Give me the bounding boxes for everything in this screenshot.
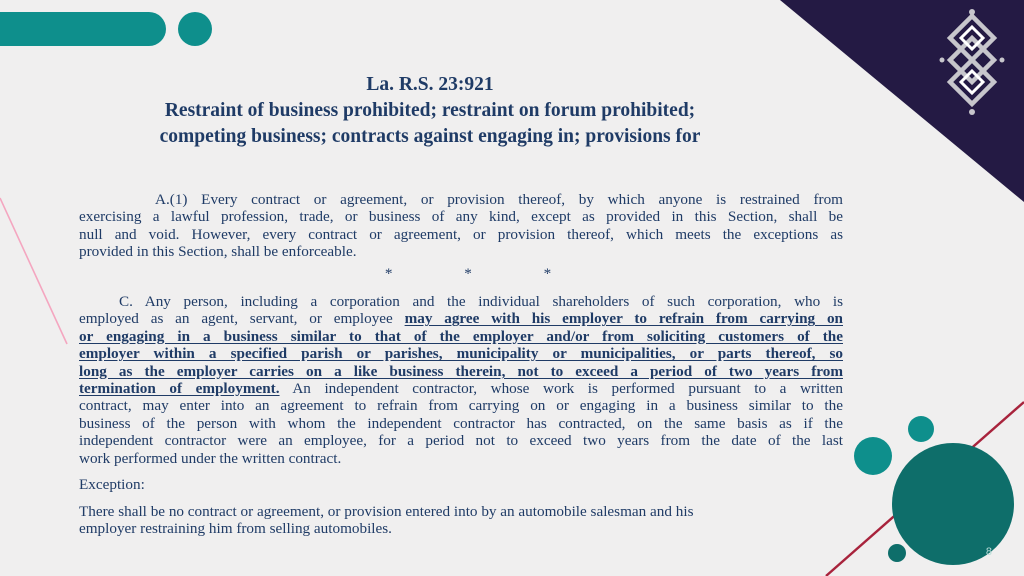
- slide-title: [60, 72, 800, 150]
- underlined-clause: employer within a specified parish or parishes, municipality or municipalities, or parts thereof, so: [79, 345, 843, 363]
- underlined-clause: termination of employment.: [79, 380, 280, 398]
- section-c-line: business of the person with whom the independent contractor has contracted, on the same basis as if the: [79, 414, 843, 432]
- section-separator: * * *: [384, 264, 552, 282]
- teal-dot-shape: [178, 12, 212, 46]
- small-teal-circle: [908, 416, 934, 442]
- section-a-line: null and void. However, every contract or agreement, or provision thereof, which meets the exceptions as: [79, 225, 843, 243]
- tiny-teal-circle: [888, 544, 906, 562]
- exception-text-line: There shall be no contract or agreement, or provision entered into by an automobile salesman and his: [79, 502, 694, 520]
- section-c-line: [79, 380, 843, 397]
- underlined-clause: or engaging in a business similar to that of the employer and/or from soliciting customers of the: [79, 327, 843, 345]
- section-a-line: exercising a lawful profession, trade, or business of any kind, except as provided in this Section, shall be: [79, 208, 843, 226]
- section-c-line: independent contractor were an employee, for a period not to exceed two years from the date of the last: [79, 432, 843, 450]
- large-teal-circle: [892, 443, 1014, 565]
- diamond-lattice-logo-icon: [936, 8, 1008, 118]
- exception-label: Exception:: [79, 476, 145, 494]
- statute-body: [79, 191, 843, 537]
- section-c-line: [79, 310, 843, 327]
- medium-teal-circle: [854, 437, 892, 475]
- underlined-clause: long as the employer carries on a like business therein, not to exceed a period of two years from: [79, 362, 843, 380]
- section-a-line: A.(1) Every contract or agreement, or provision thereof, by which anyone is restrained from: [155, 191, 843, 208]
- underlined-clause: may agree with his employer to refrain from carrying on: [404, 310, 843, 328]
- section-a-line: provided in this Section, shall be enforceable.: [79, 243, 357, 261]
- statute-citation: La. R.S. 23:921: [366, 74, 494, 95]
- section-c-line: C. Any person, including a corporation and the individual shareholders of such corporation, who is: [119, 293, 843, 311]
- section-c-plain-text: employed as an agent, servant, or employee: [79, 310, 393, 328]
- page-number: 8: [985, 546, 992, 558]
- teal-pill-shape: [0, 12, 166, 46]
- section-a: [79, 191, 843, 261]
- exception-text-line: employer restraining him from selling automobiles.: [79, 519, 392, 537]
- section-c-plain-text: An independent contractor, whose work is performed pursuant to a written: [292, 380, 844, 398]
- pink-diagonal-line: [0, 198, 67, 344]
- title-line-2: Restraint of business prohibited; restraint on forum prohibited;: [164, 100, 696, 121]
- title-line-3: competing business; contracts against engaging in; provisions for: [159, 126, 701, 147]
- section-c-line: contract, may enter into an agreement to refrain from carrying on or engaging in a business similar to the: [79, 397, 843, 415]
- section-c: [79, 293, 843, 467]
- section-c-line: work performed under the written contract.: [79, 449, 342, 467]
